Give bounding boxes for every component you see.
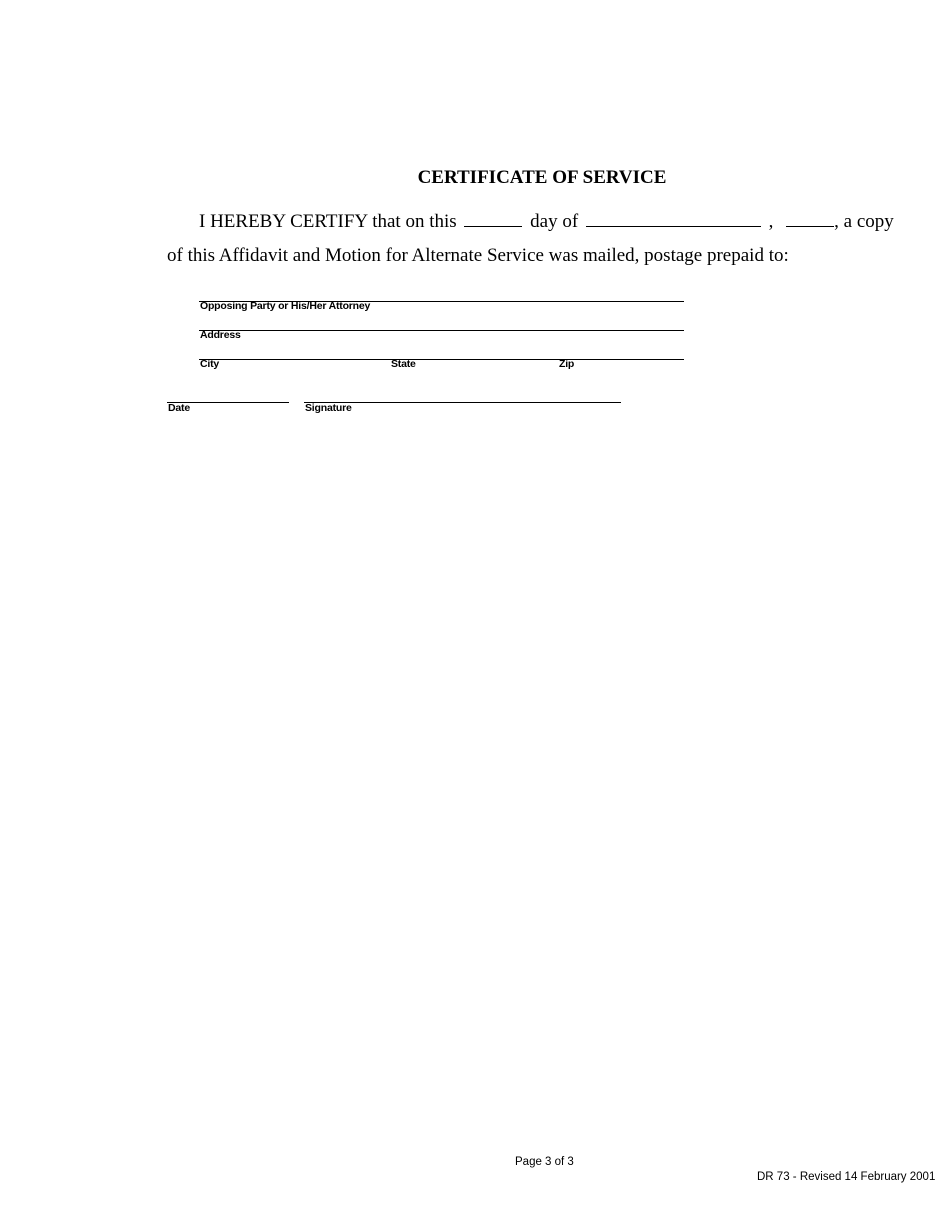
party-label: Opposing Party or His/Her Attorney: [200, 300, 371, 312]
date-label: Date: [168, 402, 190, 414]
certify-line-2: of this Affidavit and Motion for Alternate Service was mailed, postage prepaid to:: [167, 245, 789, 266]
address-line[interactable]: [199, 330, 684, 331]
page-title: CERTIFICATE OF SERVICE: [417, 167, 667, 188]
city-label: City: [200, 358, 220, 370]
month-blank[interactable]: [586, 211, 761, 227]
page-number: Page 3 of 3: [515, 1156, 574, 1168]
day-blank[interactable]: [464, 211, 522, 227]
certify-line-1: [199, 211, 894, 233]
city-state-zip-line[interactable]: [199, 359, 684, 360]
state-label: State: [391, 358, 416, 370]
year-blank[interactable]: [786, 211, 834, 227]
form-revision: DR 73 - Revised 14 February 2001: [757, 1171, 936, 1183]
comma-text: ,: [768, 211, 774, 232]
signature-label: Signature: [305, 402, 352, 414]
a-copy-text: , a copy: [834, 211, 894, 232]
address-label: Address: [200, 329, 241, 341]
zip-label: Zip: [559, 358, 575, 370]
certify-prefix: I HEREBY CERTIFY that on this: [199, 211, 457, 232]
day-of-text: day of: [530, 211, 579, 232]
